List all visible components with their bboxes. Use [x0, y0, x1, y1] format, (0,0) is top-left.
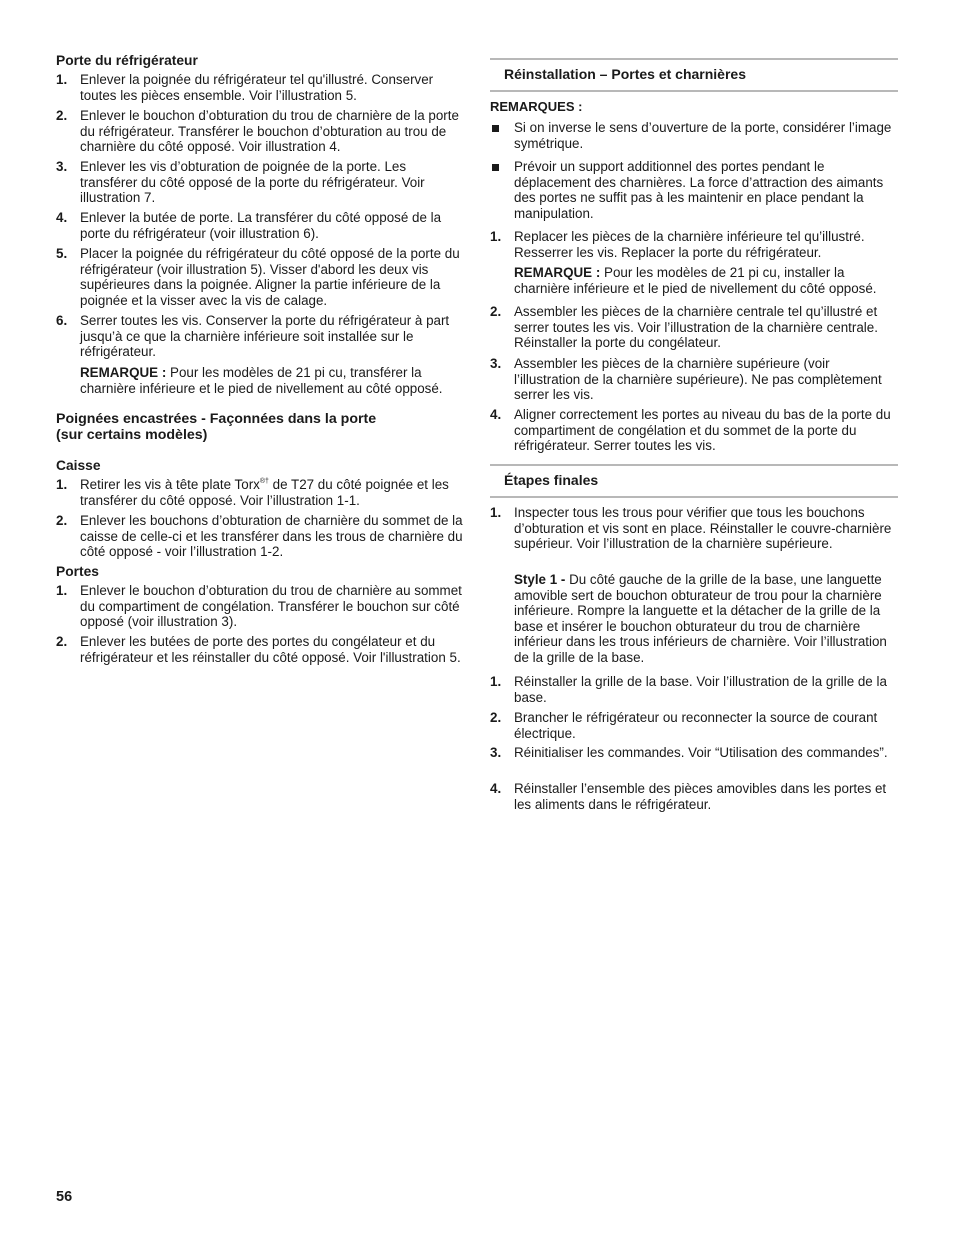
- note-remarque: REMARQUE : Pour les modèles de 21 pi cu, transférer la charnière inférieure et le pied de nivellement au côté opposé.: [80, 365, 443, 396]
- section-title: Réinstallation – Portes et charnières: [504, 66, 746, 82]
- note-remarque: REMARQUE : Pour les modèles de 21 pi cu, installer la charnière inférieure et le pied de nivellement du côté opposé.: [514, 265, 877, 296]
- section-bar-etapes-finales: [490, 464, 898, 498]
- heading-poignees-encastrees: Poignées encastrées - Façonnées dans la porte (sur certains modèles): [56, 411, 377, 443]
- square-bullet-icon: [492, 125, 499, 132]
- section-title: Étapes finales: [504, 472, 599, 488]
- heading-caisse: Caisse: [56, 458, 101, 473]
- trademark-superscript: ®†: [259, 478, 269, 485]
- square-bullet-icon: [492, 164, 499, 171]
- remarques-label: REMARQUES :: [490, 99, 583, 114]
- section-bar-reinstallation: [490, 58, 898, 92]
- note-style-1: Style 1 - Du côté gauche de la grille de la base, une languette amovible sert de bouchon obturateur de trou pour la charnière inférieure. Rompre la languette et la détacher de la grille de la base et insérer le bouchon obturateur du trou de charnière inférieur dans les trous inférieurs de charnière. Voir l’illustration de la grille de la base.: [514, 572, 887, 665]
- heading-porte-refrigerateur: Porte du réfrigérateur: [56, 53, 198, 68]
- heading-portes: Portes: [56, 564, 99, 579]
- page-number: 56: [56, 1189, 73, 1205]
